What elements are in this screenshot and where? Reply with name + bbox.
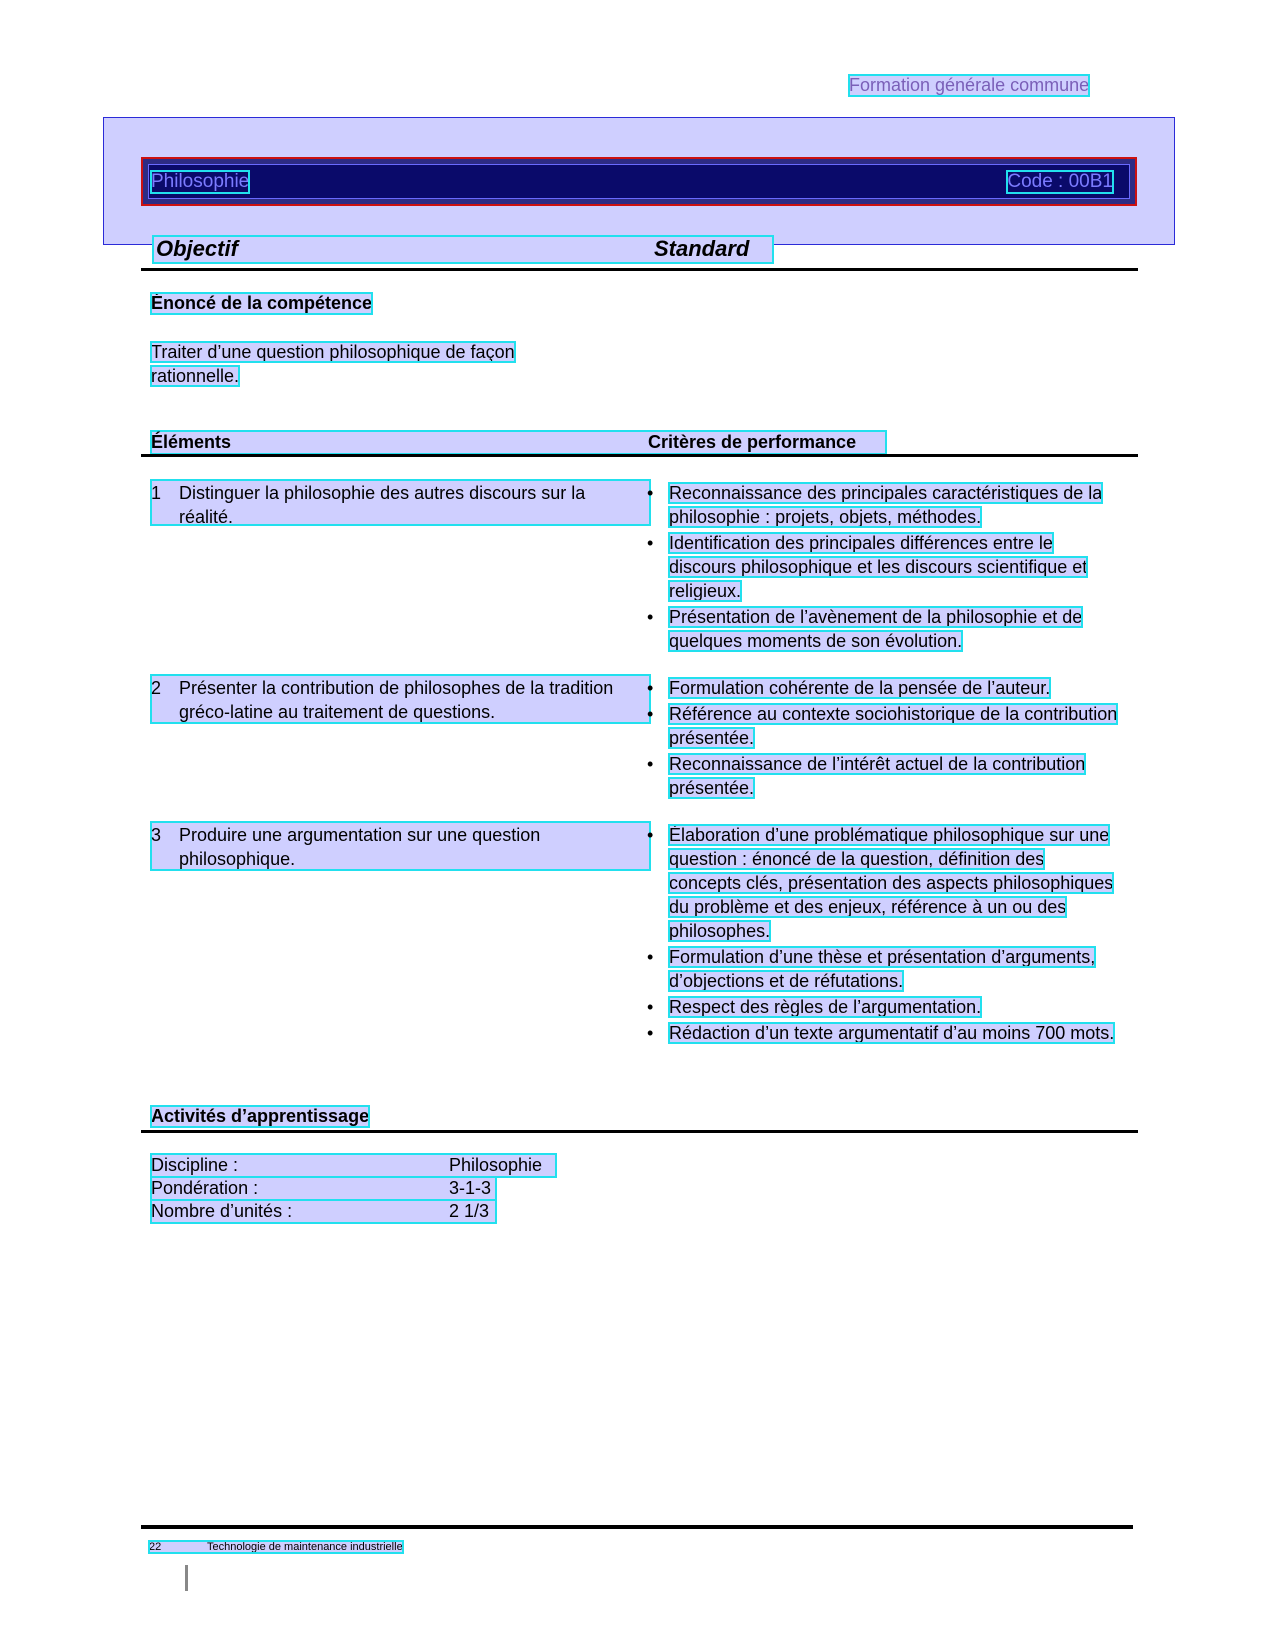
criterion: • Rédaction d’un texte argumentatif d’au moins 700 mots.	[645, 1021, 1120, 1045]
criterion: • Formulation cohérente de la pensée de l’auteur.	[645, 676, 1120, 700]
element-1	[151, 481, 650, 529]
divider	[141, 268, 1138, 271]
course-title: Philosophie	[151, 171, 250, 192]
activities-heading: Activités d’apprentissage	[151, 1106, 370, 1126]
cursor-mark	[185, 1565, 188, 1591]
page-footer	[149, 1541, 403, 1553]
criteria-heading: Critères de performance	[648, 432, 857, 452]
competence-heading: Énoncé de la compétence	[151, 293, 373, 313]
footer-rule	[141, 1525, 1133, 1529]
criterion: • Reconnaissance de l’intérêt actuel de la contribution présentée.	[645, 752, 1120, 800]
element-text: Distinguer la philosophie des autres discours sur la réalité.	[179, 483, 586, 527]
elements-heading: Éléments	[151, 432, 232, 452]
element-number: 3	[151, 825, 162, 845]
competence-line: rationnelle.	[151, 366, 240, 386]
activity-value: Philosophie	[449, 1155, 543, 1175]
criteria-list-3	[645, 823, 1120, 1047]
criterion: • Référence au contexte sociohistorique de la contribution présentée.	[645, 702, 1120, 750]
element-2	[151, 676, 650, 724]
program-title: Technologie de maintenance industrielle	[207, 1541, 403, 1553]
element-number: 2	[151, 678, 162, 698]
criterion: • Reconnaissance des principales caractéristiques de la philosophie : projets, objets, méthodes.	[645, 481, 1120, 529]
criteria-list-1	[645, 481, 1120, 655]
activities-table	[151, 1154, 556, 1223]
criterion: • Élaboration d’une problématique philosophique sur une question : énoncé de la question, définition des concepts clés, présentation des aspects philosophiques du problème et des enjeux, référence à un ou des philosophes.	[645, 823, 1120, 943]
competence-statement	[151, 340, 515, 388]
activity-label: Pondération :	[151, 1178, 259, 1198]
activity-value: 3-1-3	[449, 1178, 492, 1198]
activity-value: 2 1/3	[449, 1201, 490, 1221]
standard-heading: Standard	[654, 236, 750, 261]
criterion: • Identification des principales différences entre le discours philosophique et les discours scientifique et religieux.	[645, 531, 1120, 603]
criteria-list-2	[645, 676, 1120, 802]
divider	[141, 1130, 1138, 1133]
criterion: • Respect des règles de l’argumentation.	[645, 995, 1120, 1019]
running-header: Formation générale commune	[849, 75, 1090, 95]
competence-line: Traiter d’une question philosophique de façon	[151, 342, 515, 362]
criterion: • Présentation de l’avènement de la philosophie et de quelques moments de son évolution.	[645, 605, 1120, 653]
element-text: Produire une argumentation sur une question philosophique.	[179, 825, 541, 869]
divider	[141, 454, 1138, 457]
element-text: Présenter la contribution de philosophes de la tradition gréco-latine au traitement de questions.	[179, 678, 614, 722]
objectif-heading: Objectif	[156, 236, 238, 261]
criterion: • Formulation d’une thèse et présentation d’arguments, d’objections et de réfutations.	[645, 945, 1120, 993]
banner-bar	[148, 164, 1130, 199]
element-3	[151, 823, 650, 871]
element-number: 1	[151, 483, 162, 503]
course-code: Code : 00B1	[1007, 171, 1113, 192]
activity-label: Discipline :	[151, 1155, 239, 1175]
page-number: 22	[149, 1541, 162, 1553]
activity-label: Nombre d’unités :	[151, 1201, 293, 1221]
